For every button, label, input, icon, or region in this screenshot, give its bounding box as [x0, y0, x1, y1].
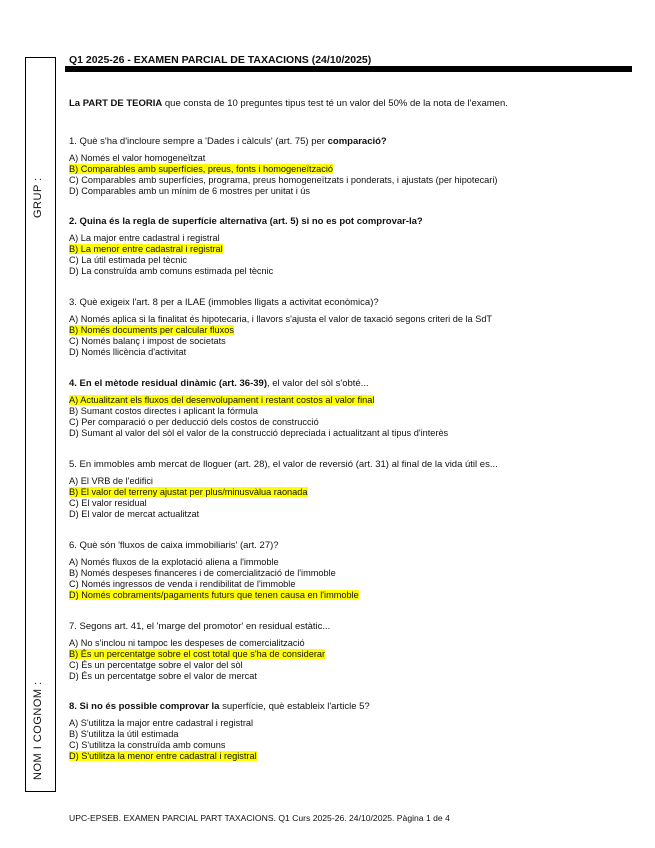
question-1-title: 1. Què s'ha d'incloure sempre a 'Dades i càlculs' (art. 75) per comparació? [69, 136, 387, 147]
option-4a[interactable]: A) Actualitzant els fluxos del desenvolupament i restant costos al valor final [69, 395, 375, 405]
question-5-title: 5. En immobles amb mercat de lloguer (art. 28), el valor de reversió (art. 31) al final de la vida útil es... [69, 459, 498, 470]
question-5 [69, 459, 629, 520]
option-5c[interactable]: C) El valor residual [69, 498, 147, 508]
question-2-title: 2. Quina és la regla de superfície alternativa (art. 5) si no es pot comprovar-la? [69, 216, 423, 227]
option-2c[interactable]: C) La útil estimada pel tècnic [69, 255, 187, 265]
group-label: GRUP : [32, 177, 44, 218]
option-8d[interactable]: D) S'utilitza la menor entre cadastral i registral [69, 751, 257, 761]
option-5a[interactable]: A) El VRB de l'edifici [69, 476, 153, 486]
option-4c[interactable]: C) Per comparació o per deducció dels costos de construcció [69, 417, 319, 427]
question-8 [69, 701, 629, 762]
option-2b[interactable]: B) La menor entre cadastral i registral [69, 244, 223, 254]
option-5b[interactable]: B) El valor del terreny ajustat per plus/minusvàlua raonada [69, 487, 308, 497]
option-7c[interactable]: C) És un percentatge sobre el valor del sòl [69, 660, 243, 670]
option-4d[interactable]: D) Sumant al valor del sòl el valor de la construcció depreciada i actualitzant al tipus d'interès [69, 428, 449, 438]
option-5d[interactable]: D) El valor de mercat actualitzat [69, 509, 200, 519]
option-1a[interactable]: A) Només el valor homogeneïtzat [69, 153, 206, 163]
option-6c[interactable]: C) Només ingressos de venda i rendibilitat de l'immoble [69, 579, 296, 589]
question-3-title: 3. Què exigeix l'art. 8 per a ILAE (immobles lligats a activitat econòmica)? [69, 297, 379, 308]
option-1d[interactable]: D) Comparables amb un mínim de 6 mostres per unitat i ús [69, 186, 311, 196]
question-8-title: 8. Si no és possible comprovar la superfície, què estableix l'article 5? [69, 701, 370, 712]
option-6d[interactable]: D) Només cobraments/pagaments futurs que tenen causa en l'immoble [69, 590, 359, 600]
option-1c[interactable]: C) Comparables amb superfícies, programa, preus homogeneïtzats i ponderats, i ajustats (per hipotecari) [69, 175, 498, 185]
question-4 [69, 378, 629, 439]
option-6b[interactable]: B) Només despeses financeres i de comercialització de l'immoble [69, 568, 336, 578]
option-1b[interactable]: B) Comparables amb superfícies, preus, fonts i homogeneïtzació [69, 164, 334, 174]
question-2 [69, 216, 629, 277]
option-3a[interactable]: A) Només aplica si la finalitat és hipotecaria, i llavors s'ajusta el valor de taxació segons criteri de la SdT [69, 314, 493, 324]
question-7-title: 7. Segons art. 41, el 'marge del promotor' en residual estàtic... [69, 621, 331, 632]
option-3d[interactable]: D) Només llicència d'activitat [69, 347, 187, 357]
option-6a[interactable]: A) Només fluxos de la explotació aliena a l'immoble [69, 557, 279, 567]
exam-title: Q1 2025-26 - EXAMEN PARCIAL DE TAXACIONS (24/10/2025) [69, 54, 372, 66]
option-8b[interactable]: B) S'utilitza la útil estimada [69, 729, 179, 739]
option-8c[interactable]: C) S'utilitza la construïda amb comuns [69, 740, 226, 750]
intro-text [69, 98, 508, 109]
option-3b[interactable]: B) Només documents per calcular fluxos [69, 325, 234, 335]
option-2a[interactable]: A) La major entre cadastral i registral [69, 233, 220, 243]
question-6-title: 6. Què són 'fluxos de caixa immobiliaris' (art. 27)? [69, 540, 279, 551]
intro-bold: La PART DE TEORIA [69, 98, 163, 109]
question-4-title: 4. En el mètode residual dinàmic (art. 36-39), el valor del sòl s'obté... [69, 378, 369, 389]
side-label-box [25, 57, 56, 792]
option-4b[interactable]: B) Sumant costos directes i aplicant la fórmula [69, 406, 258, 416]
page-footer: UPC-EPSEB. EXAMEN PARCIAL PART TAXACIONS. Q1 Curs 2025-26. 24/10/2025. Pàgina 1 de 4 [69, 813, 450, 823]
option-2d[interactable]: D) La construïda amb comuns estimada pel tècnic [69, 266, 274, 276]
header-rule [65, 66, 632, 72]
option-7a[interactable]: A) No s'inclou ni tampoc les despeses de comercialització [69, 638, 305, 648]
question-3 [69, 297, 629, 358]
name-label: NOM I COGNOM : [32, 681, 44, 780]
question-1 [69, 136, 629, 197]
intro-rest: que consta de 10 preguntes tipus test té un valor del 50% de la nota de l'examen. [162, 98, 508, 109]
option-7d[interactable]: D) És un percentatge sobre el valor de mercat [69, 671, 257, 681]
option-8a[interactable]: A) S'utilitza la major entre cadastral i registral [69, 718, 254, 728]
option-3c[interactable]: C) Només balanç i impost de societats [69, 336, 226, 346]
question-7 [69, 621, 629, 682]
option-7b[interactable]: B) És un percentatge sobre el cost total que s'ha de considerar [69, 649, 326, 659]
question-6 [69, 540, 629, 601]
